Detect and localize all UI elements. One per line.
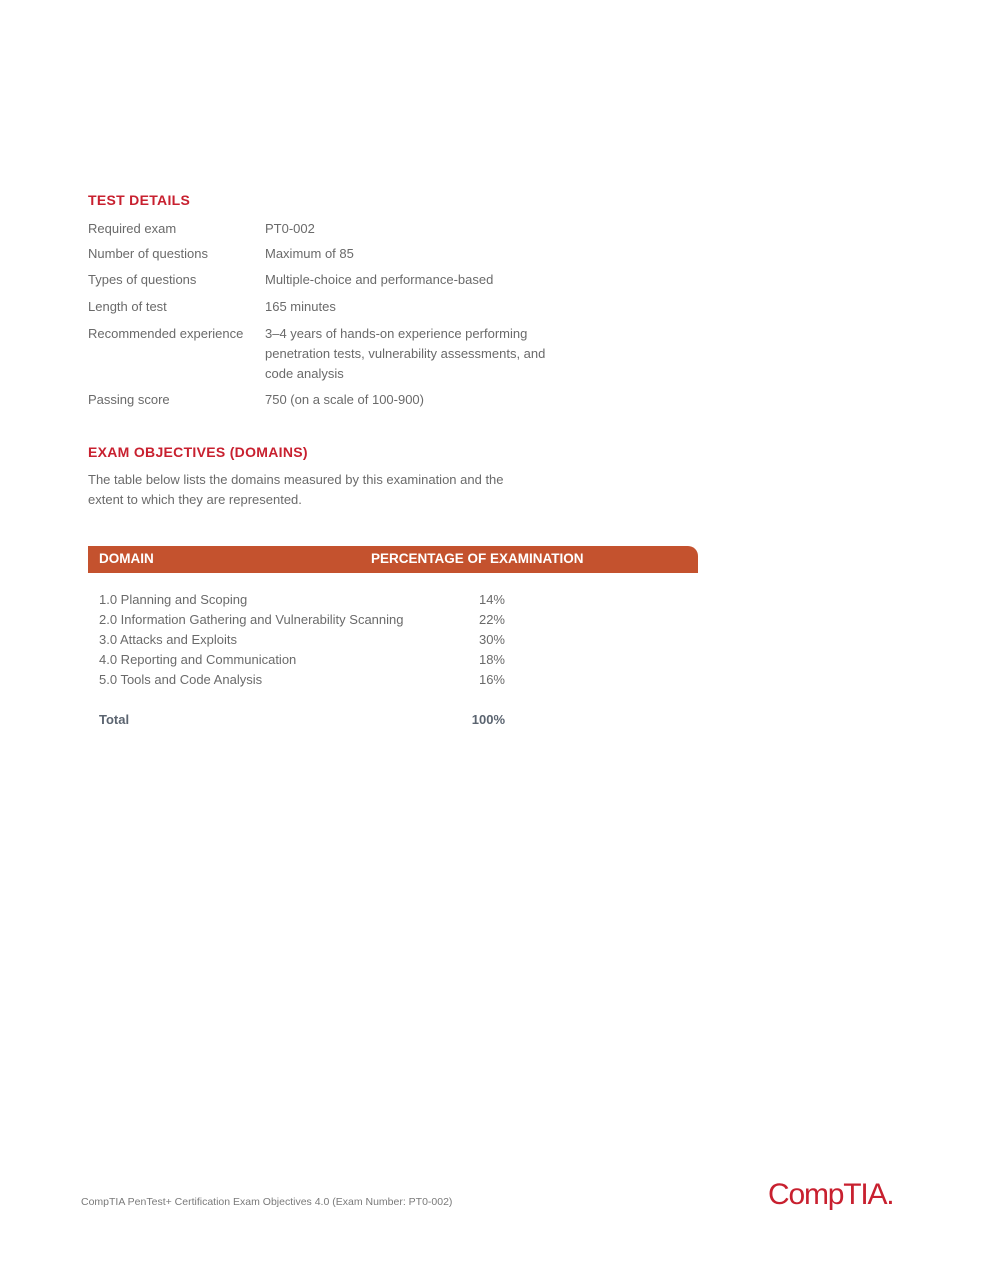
domain-name: 3.0 Attacks and Exploits [99, 632, 238, 647]
domain-table-header [88, 546, 698, 573]
detail-value: 165 minutes [265, 299, 336, 314]
detail-label: Required exam [88, 221, 177, 236]
comptia-logo: CompTIA. [768, 1178, 894, 1211]
detail-label: Types of questions [88, 272, 197, 287]
detail-label: Recommended experience [88, 326, 244, 341]
detail-label: Passing score [88, 392, 170, 407]
domain-percentage: 22% [478, 612, 505, 627]
exam-objectives-title: EXAM OBJECTIVES (DOMAINS) [88, 444, 308, 460]
domain-name: 2.0 Information Gathering and Vulnerability Scanning [99, 612, 404, 627]
exam-objectives-intro: The table below lists the domains measured by this examination and the extent to which they are represented. [88, 472, 504, 507]
detail-label: Number of questions [88, 246, 208, 261]
detail-value: 750 (on a scale of 100-900) [265, 392, 424, 407]
detail-value: Multiple-choice and performance-based [265, 272, 494, 287]
test-details-title: TEST DETAILS [88, 192, 191, 208]
footer-text: CompTIA PenTest+ Certification Exam Objectives 4.0 (Exam Number: PT0-002) [81, 1196, 453, 1208]
detail-value: 3–4 years of hands-on experience performing penetration tests, vulnerability assessments, and code analysis [265, 326, 546, 381]
domain-name: 4.0 Reporting and Communication [99, 652, 297, 667]
total-percentage: 100% [471, 712, 505, 727]
total-label: Total [99, 712, 130, 727]
domain-percentage: 30% [478, 632, 505, 647]
header-percentage: PERCENTAGE OF EXAMINATION [371, 551, 584, 566]
domain-percentage: 16% [478, 672, 505, 687]
detail-value: PT0-002 [265, 221, 315, 236]
header-domain: DOMAIN [99, 551, 154, 566]
domain-percentage: 14% [478, 592, 505, 607]
domain-name: 5.0 Tools and Code Analysis [99, 672, 263, 687]
detail-value: Maximum of 85 [265, 246, 354, 261]
domain-name: 1.0 Planning and Scoping [99, 592, 248, 607]
domain-percentage: 18% [478, 652, 505, 667]
detail-label: Length of test [88, 299, 167, 314]
